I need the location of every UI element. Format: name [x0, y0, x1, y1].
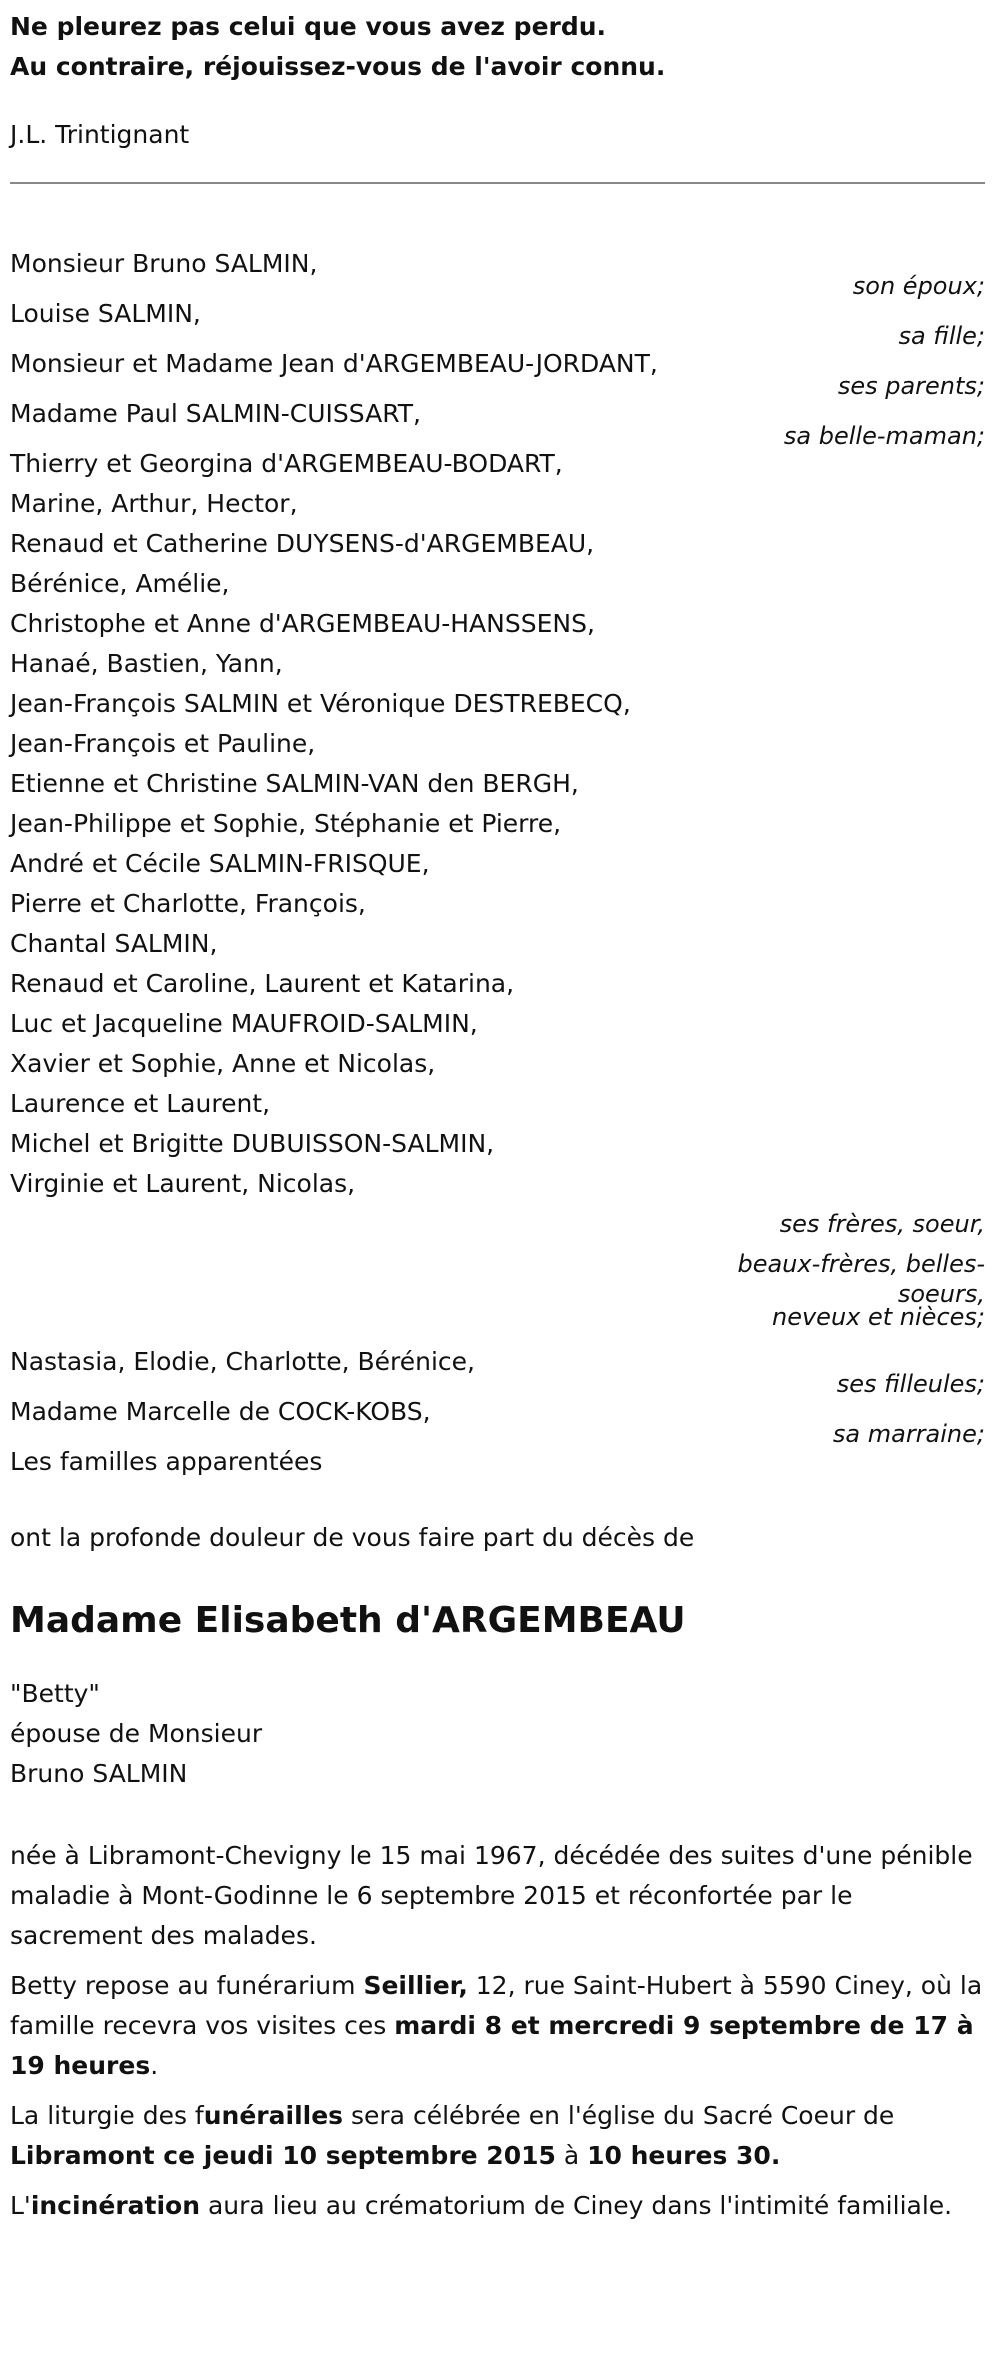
- ceremony-time: 10 heures 30.: [587, 2141, 781, 2170]
- siblings-relation: [735, 1204, 985, 1330]
- text: 12, rue Saint-Hubert à 5590 Ciney, où la famille recevra vos visites ces: [10, 1971, 983, 2040]
- related-families: Les familles apparentées: [10, 1447, 323, 1476]
- funeral-home: Seillier,: [363, 1971, 468, 2000]
- sibling-name: Christophe et Anne d'ARGEMBEAU-HANSSENS,: [10, 609, 595, 638]
- family-relation: sa marraine;: [832, 1420, 985, 1448]
- family-entry: [10, 1392, 985, 1454]
- deceased-name: Madame Elisabeth d'ARGEMBEAU: [10, 1600, 686, 1641]
- nickname: "Betty": [10, 1679, 100, 1708]
- relation-line: beaux-frères, belles-: [737, 1250, 985, 1278]
- sibling-name: Jean-François et Pauline,: [10, 729, 316, 758]
- text: à: [555, 2141, 588, 2170]
- sibling-name: Chantal SALMIN,: [10, 929, 218, 958]
- siblings-names: [10, 444, 985, 1204]
- divider: [10, 182, 985, 184]
- family-relation: sa belle-maman;: [783, 422, 985, 450]
- funeral-word: unérailles: [203, 2101, 344, 2130]
- text: Betty repose au funérarium: [10, 1971, 364, 2000]
- liturgy-paragraph: [10, 2096, 985, 2176]
- sibling-name: Renaud et Catherine DUYSENS-d'ARGEMBEAU,: [10, 529, 595, 558]
- spouse-line-1: épouse de Monsieur: [10, 1719, 263, 1748]
- spouse-line-2: Bruno SALMIN: [10, 1759, 188, 1788]
- repose-paragraph: [10, 1966, 985, 2086]
- sibling-name: Xavier et Sophie, Anne et Nicolas,: [10, 1049, 436, 1078]
- sibling-name: Michel et Brigitte DUBUISSON-SALMIN,: [10, 1129, 495, 1158]
- family-list: [10, 244, 985, 1482]
- birth-paragraph: née à Libramont-Chevigny le 15 mai 1967, décédée des suites d'une pénible maladie à Mont-Godinne le 6 septembre 2015 et réconfortée par le sacrement des malades.: [10, 1841, 973, 1950]
- sibling-name: Pierre et Charlotte, François,: [10, 889, 366, 918]
- relation-line: ses frères, soeur,: [779, 1210, 985, 1238]
- visiting-hours: mardi 8 et mercredi 9 septembre de 17 à 19 heures: [10, 2011, 974, 2080]
- sibling-name: André et Cécile SALMIN-FRISQUE,: [10, 849, 430, 878]
- family-relation: ses parents;: [837, 372, 985, 400]
- sibling-name: Luc et Jacqueline MAUFROID-SALMIN,: [10, 1009, 478, 1038]
- family-relation: ses filleules;: [836, 1370, 985, 1398]
- deceased-details: [10, 1674, 990, 1794]
- text: La liturgie des f: [10, 2101, 204, 2130]
- sibling-name: Jean-François SALMIN et Véronique DESTREBECQ,: [10, 689, 631, 718]
- cremation-word: incinération: [30, 2191, 201, 2220]
- family-relation: sa fille;: [898, 322, 985, 350]
- family-name: Monsieur et Madame Jean d'ARGEMBEAU-JORDANT,: [10, 349, 658, 378]
- family-name: Madame Marcelle de COCK-KOBS,: [10, 1397, 431, 1426]
- sibling-name: Etienne et Christine SALMIN-VAN den BERGH,: [10, 769, 579, 798]
- sibling-name: Bérénice, Amélie,: [10, 569, 230, 598]
- quote-author: J.L. Trintignant: [10, 120, 190, 149]
- quote-line-2: Au contraire, réjouissez-vous de l'avoir connu.: [10, 52, 666, 81]
- relation-line: neveux et nièces;: [772, 1303, 985, 1331]
- announcement-intro: ont la profonde douleur de vous faire part du décès de: [10, 1523, 695, 1552]
- text: L': [10, 2191, 31, 2220]
- quote-line-1: Ne pleurez pas celui que vous avez perdu.: [10, 12, 607, 41]
- epigraph-quote: [10, 0, 990, 87]
- family-name: Nastasia, Elodie, Charlotte, Bérénice,: [10, 1347, 476, 1376]
- sibling-name: Renaud et Caroline, Laurent et Katarina,: [10, 969, 515, 998]
- sibling-name: Jean-Philippe et Sophie, Stéphanie et Pierre,: [10, 809, 562, 838]
- text: sera célébrée en l'église du Sacré Coeur de: [343, 2101, 895, 2130]
- siblings-entry: [10, 444, 985, 1330]
- family-name: Monsieur Bruno SALMIN,: [10, 249, 318, 278]
- relation-line: soeurs,: [897, 1280, 985, 1308]
- family-relation: son époux;: [852, 272, 985, 300]
- sibling-name: Hanaé, Bastien, Yann,: [10, 649, 283, 678]
- family-name: Madame Paul SALMIN-CUISSART,: [10, 399, 421, 428]
- text: aura lieu au crématorium de Ciney dans l'intimité familiale.: [200, 2191, 953, 2220]
- family-name: Louise SALMIN,: [10, 299, 201, 328]
- ceremony-date: Libramont ce jeudi 10 septembre 2015: [10, 2141, 556, 2170]
- sibling-name: Marine, Arthur, Hector,: [10, 489, 298, 518]
- sibling-name: Laurence et Laurent,: [10, 1089, 271, 1118]
- sibling-name: Thierry et Georgina d'ARGEMBEAU-BODART,: [10, 449, 563, 478]
- cremation-paragraph: [10, 2186, 985, 2226]
- sibling-name: Virginie et Laurent, Nicolas,: [10, 1169, 356, 1198]
- text: .: [150, 2051, 159, 2080]
